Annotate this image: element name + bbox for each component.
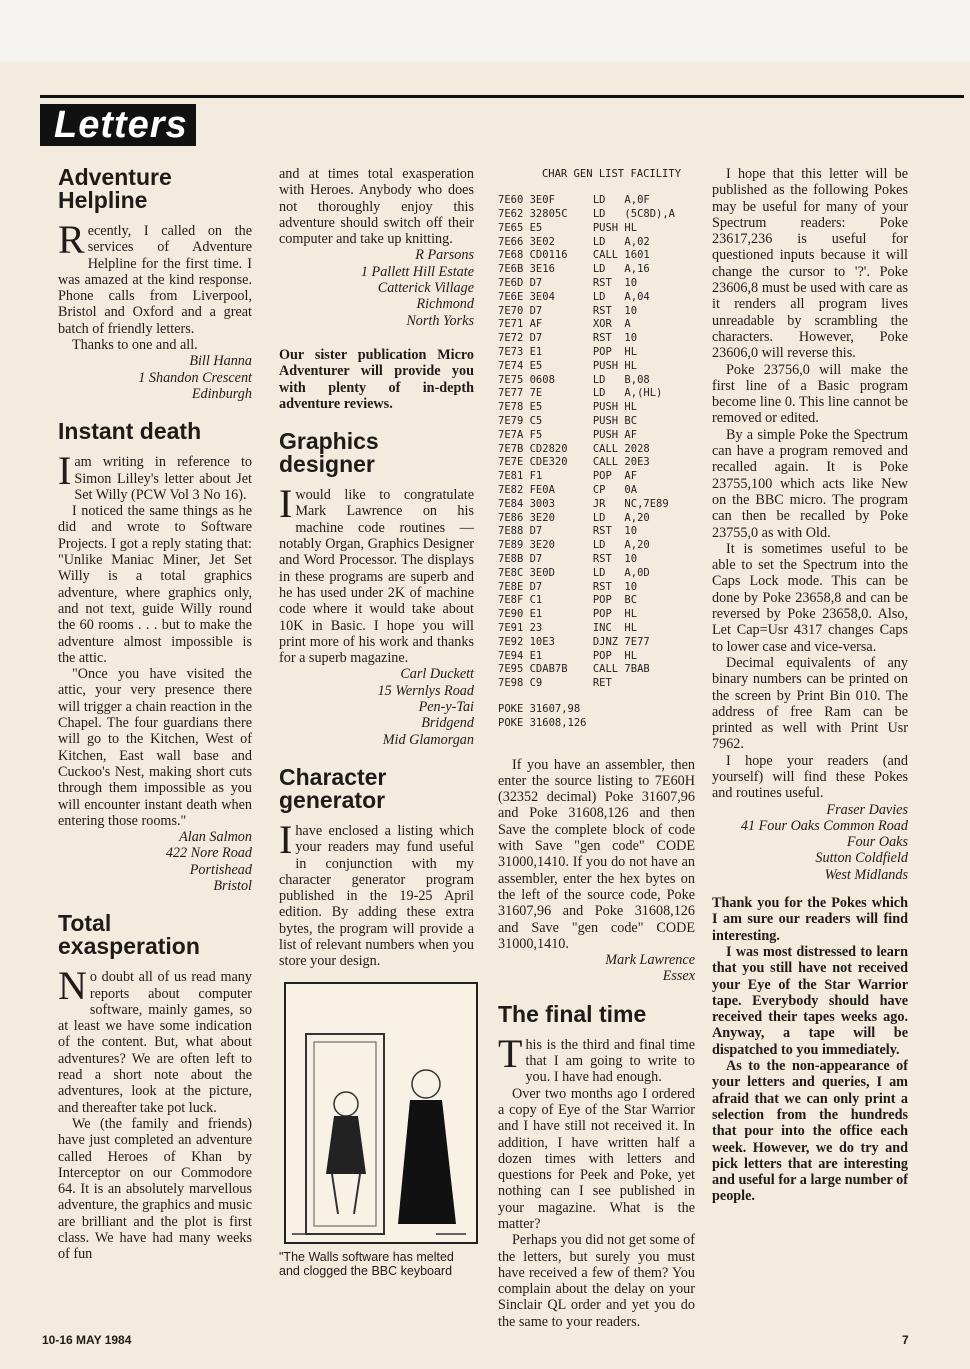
paragraph: Over two months ago I ordered a copy of Eye of the Star Warrior and I have still not received it. In addition, I have written half a dozen times with letters and questions for Peek and Poke, yet nothing can I see published in your magazine. What is the matter? [498,1085,695,1232]
signature-line: Mid Glamorgan [382,731,474,748]
signature-line: 1 Shandon Crescent [138,369,252,386]
paragraph: o doubt all of us read many reports about computer software, mainly games, so at least we have some indication of the content. But, what about adventures? We are often left to read a short note about the adventures, look at the picture, and thereafter take pot luck. [58,969,252,1116]
header-rule [40,95,964,98]
drop-cap: I [279,816,293,862]
paragraph: ecently, I called on the services of Adventure Helpline for the first time. I was amazed at the kind response. Phone calls from Liverpool, Bristol and Oxford and a great batch of friendly letters. [58,223,252,337]
drop-cap: R [58,217,85,262]
heading-final-time: The final time [498,1000,647,1027]
signature-line: Edinburgh [191,385,252,402]
heading-adventure-helpline: Adventure Helpline [58,164,172,213]
page-top-margin [0,0,970,62]
heading-character-generator: Character generator [279,763,387,813]
signature-name: R Parsons [415,247,474,264]
paragraph: his is the third and final time that I am going to write to you. I have had enough. [525,1036,695,1086]
signature-name: Mark Lawrence [605,952,695,969]
paragraph: It is sometimes useful to be able to set the Spectrum into the Caps Lock mode. This can be done by Poke 23658,8 and can be reversed by Poke 23658,0. Also, Let Cap=Usr 4317 changes Caps to lower case and vice-versa. [712,540,908,655]
editor-reply: Our sister publication Micro Adventurer will provide you with plenty of in-depth adventure reviews. [279,346,474,412]
heading-total-exasperation: Total exasperation [58,910,200,960]
editor-reply [712,895,908,1205]
editor-reply-paragraph: Thank you for the Pokes which I am sure our readers will find interesting. [712,895,908,944]
signature-line: Portishead [189,861,252,878]
signature-line: Catterick Village [377,280,474,297]
letter-adventure-helpline [58,166,252,402]
paragraph: "Once you have visited the attic, your very presence there will trigger a chain reaction in the Chapel. The four guardians there will go to the Kitchen, West of Kitchen, East wall base and Cuckoo's Nest, making short cuts through them impossible as you will encounter instant death when entering those rooms." [58,666,252,829]
poke-lines: POKE 31607,98 POKE 31608,126 [498,702,587,729]
signature-name: Bill Hanna [189,353,252,370]
issue-date: 10-16 MAY 1984 [42,1333,132,1347]
drop-cap: I [279,481,293,527]
signature-line: Bridgend [421,715,474,732]
drop-cap: T [498,1030,523,1076]
paragraph: If you have an assembler, then enter the source listing to 7E60H (32352 decimal) Poke 31607,96 and Poke 31608,126 and then Save the complete block of code with Save "gen code" CODE 31000,1410. If you do not have an assembler, enter the hex bytes on the left of the source code, Poke 31607,96 and Poke 31608,126 and Save "gen code" CODE 31000,1410. [498,756,695,952]
paragraph: I hope that this letter will be published as the following Pokes may be useful for many of your Spectrum readers: Poke 23617,236 is useful for questioned inputs because it will change the cursor to '?'. Poke 23606,8 must be used with care as it renders all program lives unreadable by scrambling the characters. However, Poke 23606,0 will reverse this. [712,166,908,362]
heading-instant-death: Instant death [58,418,202,445]
column-1 [58,166,252,1263]
letter-graphics-designer [279,430,474,748]
signature-name: Alan Salmon [179,829,252,846]
signature-line: 1 Pallett Hill Estate [360,263,474,280]
signature-name: Fraser Davies [826,801,908,818]
paragraph: would like to congratulate Mark Lawrence on his machine code routines — notably Organ, Graphics Designer and Word Processor. The displays in these programs are superb and he has used under 2K of machine code where it would take about 10K in Basic. I hope you will print more of his work and thanks for a superb magazine. [279,487,474,667]
signature-line: Sutton Coldfield [815,850,908,867]
section-title: Letters [40,104,196,146]
drop-cap: N [58,963,87,1009]
signature-line: 422 Nore Road [165,845,252,862]
letter-total-exasperation [58,912,252,1262]
column-3 [498,166,695,1330]
signature-line: Essex [662,968,695,985]
paragraph: have enclosed a listing which your readers may fund useful in conjunction with my character generator program published in the 19-25 April edition. By adding these extra bytes, the program will provide a list of relevant numbers when you store your design. [279,822,474,970]
signature-line: 41 Four Oaks Common Road [740,817,908,834]
signature-line: 15 Wernlys Road [377,682,474,699]
letter-final-time [498,1000,695,1330]
paragraph: Decimal equivalents of any binary numbers can be printed on the screen by Print Bin 010. The address of free Ram can be printed as well with Print Usr 7962. [712,654,908,753]
drop-cap: I [58,448,72,494]
letter-instant-death [58,420,252,894]
paragraph: By a simple Poke the Spectrum can have a program removed and recalled again. It is Poke 23755,100 which acts like New on the BBC micro. The program can then be recalled by Poke 23755,0 as with Old. [712,426,908,541]
signature-line: Four Oaks [846,834,908,851]
paragraph: Poke 23756,0 will make the first line of a Basic program become line 0. This line cannot be removed or edited. [712,361,908,427]
paragraph: I noticed the same things as he did and wrote to Software Projects. I got a reply stating that: "Unlike Maniac Miner, Jet Set Willy is a total graphics adventure, where graphics only, and not text, guide Willy round the 60 rooms . . . but to make the adventure almost impossible is the attic. [58,503,252,666]
paragraph: and at times total exasperation with Heroes. Anybody who does not thoroughly enjoy this adventure should switch off their computer and take up knitting. [279,166,474,248]
signature-line: West Midlands [824,866,908,883]
listing-title: CHAR GEN LIST FACILITY [541,168,682,180]
paragraph: We (the family and friends) have just completed an adventure called Heroes of Khan by Interceptor on our Commodore 64. It is an absolutely marvellous adventure, the graphics and music are brilliant and the plot is first class. We have had many weeks of fun [58,1115,252,1263]
signature-line: Richmond [416,296,474,313]
letter-character-generator [279,763,474,1278]
signature-line: North Yorks [406,312,474,329]
signature-line: Bristol [213,877,252,894]
column-4 [712,166,908,1205]
paragraph: Perhaps you did not get some of the letters, but surely you must have received a few of them? You complain about the delay on your Sinclair QL order and yet you do the same to your readers. [498,1232,695,1330]
editor-reply-paragraph: I was most distressed to learn that you still have not received your Eye of the Star Warrior tape. Everybody should have received their tapes weeks ago. Anyway, a tape will be dispatched to you immediately. [712,943,908,1058]
column-2 [279,166,474,1278]
machine-code-listing: 7E60 3E0F LD A,0F 7E62 32805C LD (5C8D),A 7E65 E5 PUSH HL 7E66 3E02 LD A,02 7E68 CD0116 CALL 1601 7E6B 3E16 LD A,16 7E6D D7 RST 10 7E6E 3E04 LD A,04 7E70 D7 RST 10 7E71 AF XOR A 7E72 D7 RST 10 7E73 E1 POP HL 7E74 E5 PUSH HL 7E75 0608 LD B,08 7E77 7E LD A,(HL) 7E78 E5 PUSH HL 7E79 C5 PUSH BC 7E7A F5 PUSH AF 7E7B CD2820 CALL 2028 7E7E CDE320 CALL 20E3 7E81 F1 POP AF 7E82 FE0A CP 0A 7E84 3003 JR NC,7E89 7E86 3E20 LD A,20 7E88 D7 RST 10 7E89 3E20 LD A,20 7E8B D7 RST 10 7E8C 3E0D LD A,0D 7E8E D7 RST 10 7E8F C1 POP BC 7E90 E1 POP HL 7E91 23 INC HL 7E92 10E3 DJNZ 7E77 7E94 E1 POP HL 7E95 CDAB7B CALL 7BAB 7E98 C9 RET [498,194,676,690]
cartoon-caption: "The Walls software has melted and clogged the BBC keyboard [279,1249,454,1278]
cartoon-drawing [286,984,476,1242]
paragraph: Thanks to one and all. [72,337,198,354]
editor-reply-paragraph: As to the non-appearance of your letters and queries, I am afraid that we can only print a selection from the hundreds that pour into the office each week. However, we do try and pick letters that are interesting and useful for a large number of people. [712,1058,908,1205]
paragraph: I hope your readers (and yourself) will find these Pokes and routines useful. [712,752,908,802]
signature-name: Carl Duckett [400,666,474,683]
paragraph: am writing in reference to Simon Lilley's letter about Jet Set Willy (PCW Vol 3 No 16). [74,454,252,503]
signature-line: Pen-y-Tai [418,699,474,716]
cartoon-image [284,982,478,1244]
heading-graphics-designer: Graphics designer [279,428,379,478]
page-number: 7 [902,1333,909,1347]
